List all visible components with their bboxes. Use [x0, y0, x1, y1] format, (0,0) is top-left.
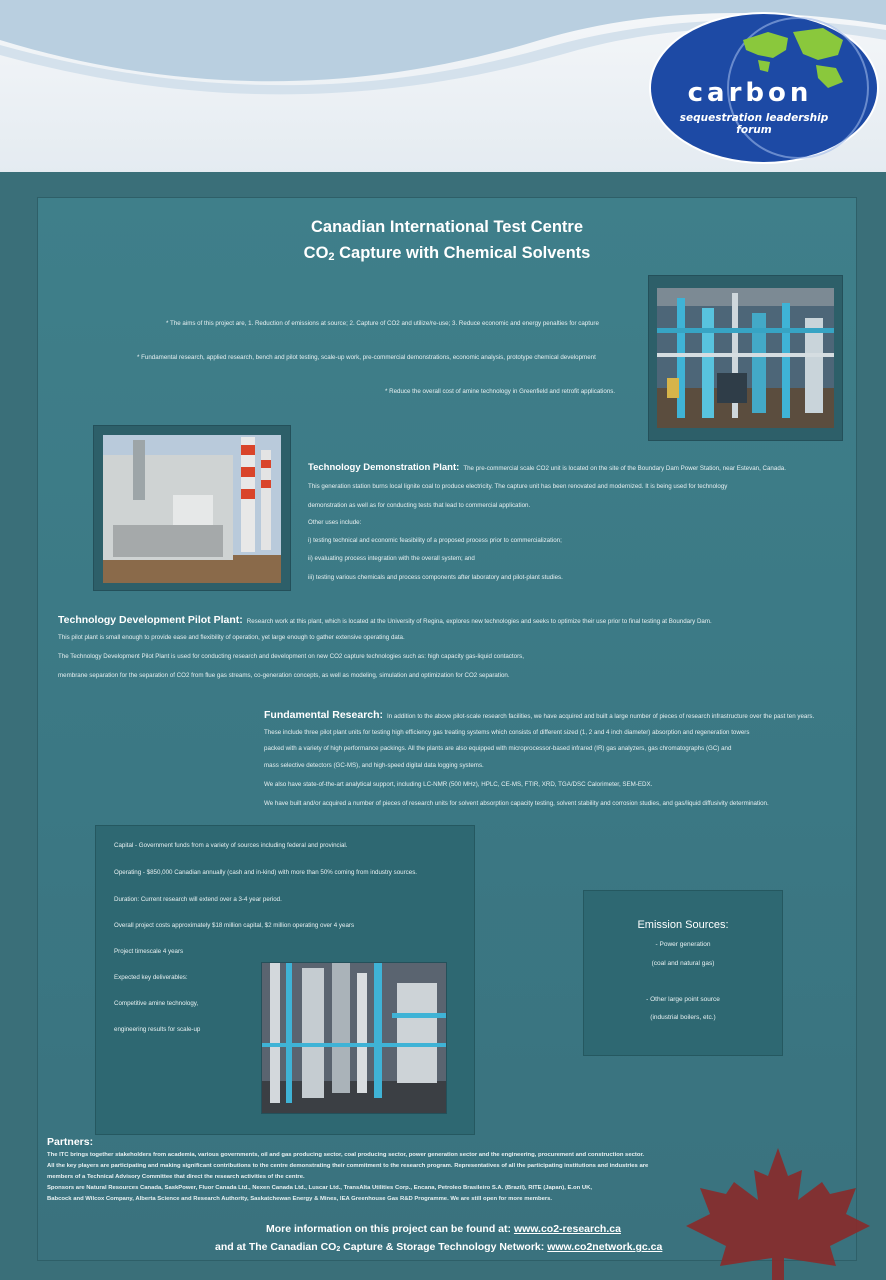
emission-item-1: - Power generation [655, 941, 711, 948]
logo-subtitle: sequestration leadership forum [679, 112, 829, 136]
co2-research-link[interactable]: www.co2-research.ca [513, 1223, 621, 1235]
demo-plant-photo-icon [103, 435, 281, 583]
funding-deliverable-1: Competitive amine technology, [114, 1000, 199, 1007]
partners-line-3: members of a Technical Advisory Committee that direct the research activities of the centre. [47, 1174, 305, 1180]
funding-capital: Capital - Government funds from a variety of sources including federal and provincial. [114, 842, 348, 849]
demo-plant-line-1: This generation station burns local lignite coal to produce electricity. The capture unit has been renovated and modernized. It is being used for technology [308, 483, 728, 490]
co2-network-link[interactable]: www.co2network.gc.ca [547, 1241, 663, 1253]
carbon-sequestration-logo [648, 10, 880, 165]
poster-title-line2: $CO_2$ Capture with Chemical Solvents [303, 244, 591, 263]
emission-item-2: (coal and natural gas) [651, 960, 715, 967]
funding-operating: Operating - $850,000 Canadian annually (cash and in-kind) with more than 50% coming from industry sources. [114, 869, 418, 876]
funding-overall-cost: Overall project costs approximately $18 million capital, $2 million operating over 4 years [114, 922, 355, 929]
fundamental-line-4: We also have state-of-the-art analytical support, including LC-NMR (500 MHz), HPLC, CE-MS, FTIR, XRD, TGA/DSC Calorimeter, SEM-EDX. [264, 781, 653, 788]
plant-interior-photo-icon [657, 288, 834, 428]
funding-duration: Duration: Current research will extend over a 3-4 year period. [114, 896, 282, 903]
partners-line-2: All the key players are participating and making significant contributions to the centre demonstrating their commitment to the research program. Representatives of all the participating institutions and industries are [47, 1163, 649, 1169]
partners-line-5: Babcock and Wilcox Company, Alberta Science and Research Authority, Saskatchewan Energy & Mines, IEA Greenhouse Gas R&D Programme. We are still open for more members. [47, 1196, 553, 1202]
pilot-plant-intro: Technology Development Pilot Plant: Research work at this plant, which is located at the University of Regina, explores new technologies and seeks to optimize their use prior to final testing at Boundary Dam. [58, 614, 712, 626]
pilot-plant-line-1: This pilot plant is small enough to provide ease and flexibility of operation, yet large enough to gather extensive operating data. [58, 634, 405, 641]
aim-line-1: * The aims of this project are, 1. Reduction of emissions at source; 2. Capture of CO2 and utilize/re-use; 3. Reduce economic and energy penalties for capture [166, 320, 599, 327]
partners-heading: Partners: [47, 1136, 94, 1148]
photo-frame-plant-interior [649, 276, 842, 440]
emission-item-3: - Other large point source [646, 996, 720, 1003]
funding-deliverables: Expected key deliverables: [114, 974, 188, 981]
pilot-plant-line-3: membrane separation for the separation of CO2 from flue gas streams, co-generation concepts, as well as modeling, simulation and optimization for CO2 separation. [58, 672, 510, 679]
photo-frame-equipment [262, 963, 446, 1113]
more-info-line-2: and at The Canadian $CO_2$ Capture & Storage Technology Network: www.co2network.gc.ca [215, 1241, 663, 1253]
fundamental-line-2: packed with a variety of high performance packings. All the plants are also equipped with microprocessor-based infrared (IR) gas analyzers, gas chromatographs (GC) and [264, 745, 732, 752]
fundamental-intro: Fundamental Research: In addition to the above pilot-scale research facilities, we have acquired and built a large number of pieces of research infrastructure over the past ten years. [264, 709, 815, 721]
demo-plant-line-2: demonstration as well as for conducting tests that lead to commercial application. [308, 502, 531, 509]
demo-plant-intro: Technology Demonstration Plant: The pre-commercial scale CO2 unit is located on the site of the Boundary Dam Power Station, near Estevan, Canada. [308, 462, 786, 473]
more-info-line-1: More information on this project can be found at: www.co2-research.ca [266, 1223, 621, 1235]
demo-plant-line-3: Other uses include: [308, 519, 362, 526]
demo-plant-line-5: ii) evaluating process integration with the overall system; and [308, 555, 475, 562]
emission-sources-title: Emission Sources: [637, 919, 729, 931]
fundamental-line-1: These include three pilot plant units for testing high efficiency gas treating systems which consists of different sized (1, 2 and 4 inch diameter) absorption and regeneration towers [264, 729, 750, 736]
equipment-photo-icon [262, 963, 446, 1113]
fundamental-line-5: We have built and/or acquired a number of pieces of research units for solvent absorption capacity testing, solvent stability and corrosion studies, and gas/liquid diffusivity determination. [264, 800, 769, 807]
maple-leaf-icon [680, 1148, 876, 1280]
emission-item-4: (industrial boilers, etc.) [650, 1014, 716, 1021]
emission-sources-box [584, 891, 782, 1055]
demo-plant-line-6: iii) testing various chemicals and process components after laboratory and pilot-plant studies. [308, 574, 563, 581]
logo-word: carbon [687, 78, 813, 108]
partners-line-1: The ITC brings together stakeholders from academia, various governments, oil and gas producing sector, coal producing sector, power generation sector and the engineering, procurement and construction sector. [47, 1152, 645, 1158]
funding-deliverable-2: engineering results for scale-up [114, 1026, 201, 1033]
poster-title-line1: Canadian International Test Centre [311, 218, 583, 236]
aim-line-2: * Fundamental research, applied research, bench and pilot testing, scale-up work, pre-commercial demonstrations, economic analysis, prototype chemical development [137, 354, 596, 361]
fundamental-line-3: mass selective detectors (GC-MS), and high-speed digital data logging systems. [264, 762, 484, 769]
poster-header [0, 0, 886, 175]
funding-timescale: Project timescale 4 years [114, 948, 184, 955]
photo-frame-demo-plant [94, 426, 290, 590]
pilot-plant-line-2: The Technology Development Pilot Plant is used for conducting research and development on new CO2 capture technologies such as: high capacity gas-liquid contactors, [58, 653, 524, 660]
demo-plant-line-4: i) testing technical and economic feasibility of a proposed process prior to commercialization; [308, 537, 562, 544]
aim-line-3: * Reduce the overall cost of amine technology in Greenfield and retrofit applications. [385, 388, 616, 395]
partners-line-4: Sponsors are Natural Resources Canada, SaskPower, Fluor Canada Ltd., Nexen Canada Ltd., Luscar Ltd., TransAlta Utilities Corp., Encana, Petroleo Brasileiro S.A. (Brazil), RITE (Japan), E.on UK, [47, 1185, 593, 1191]
